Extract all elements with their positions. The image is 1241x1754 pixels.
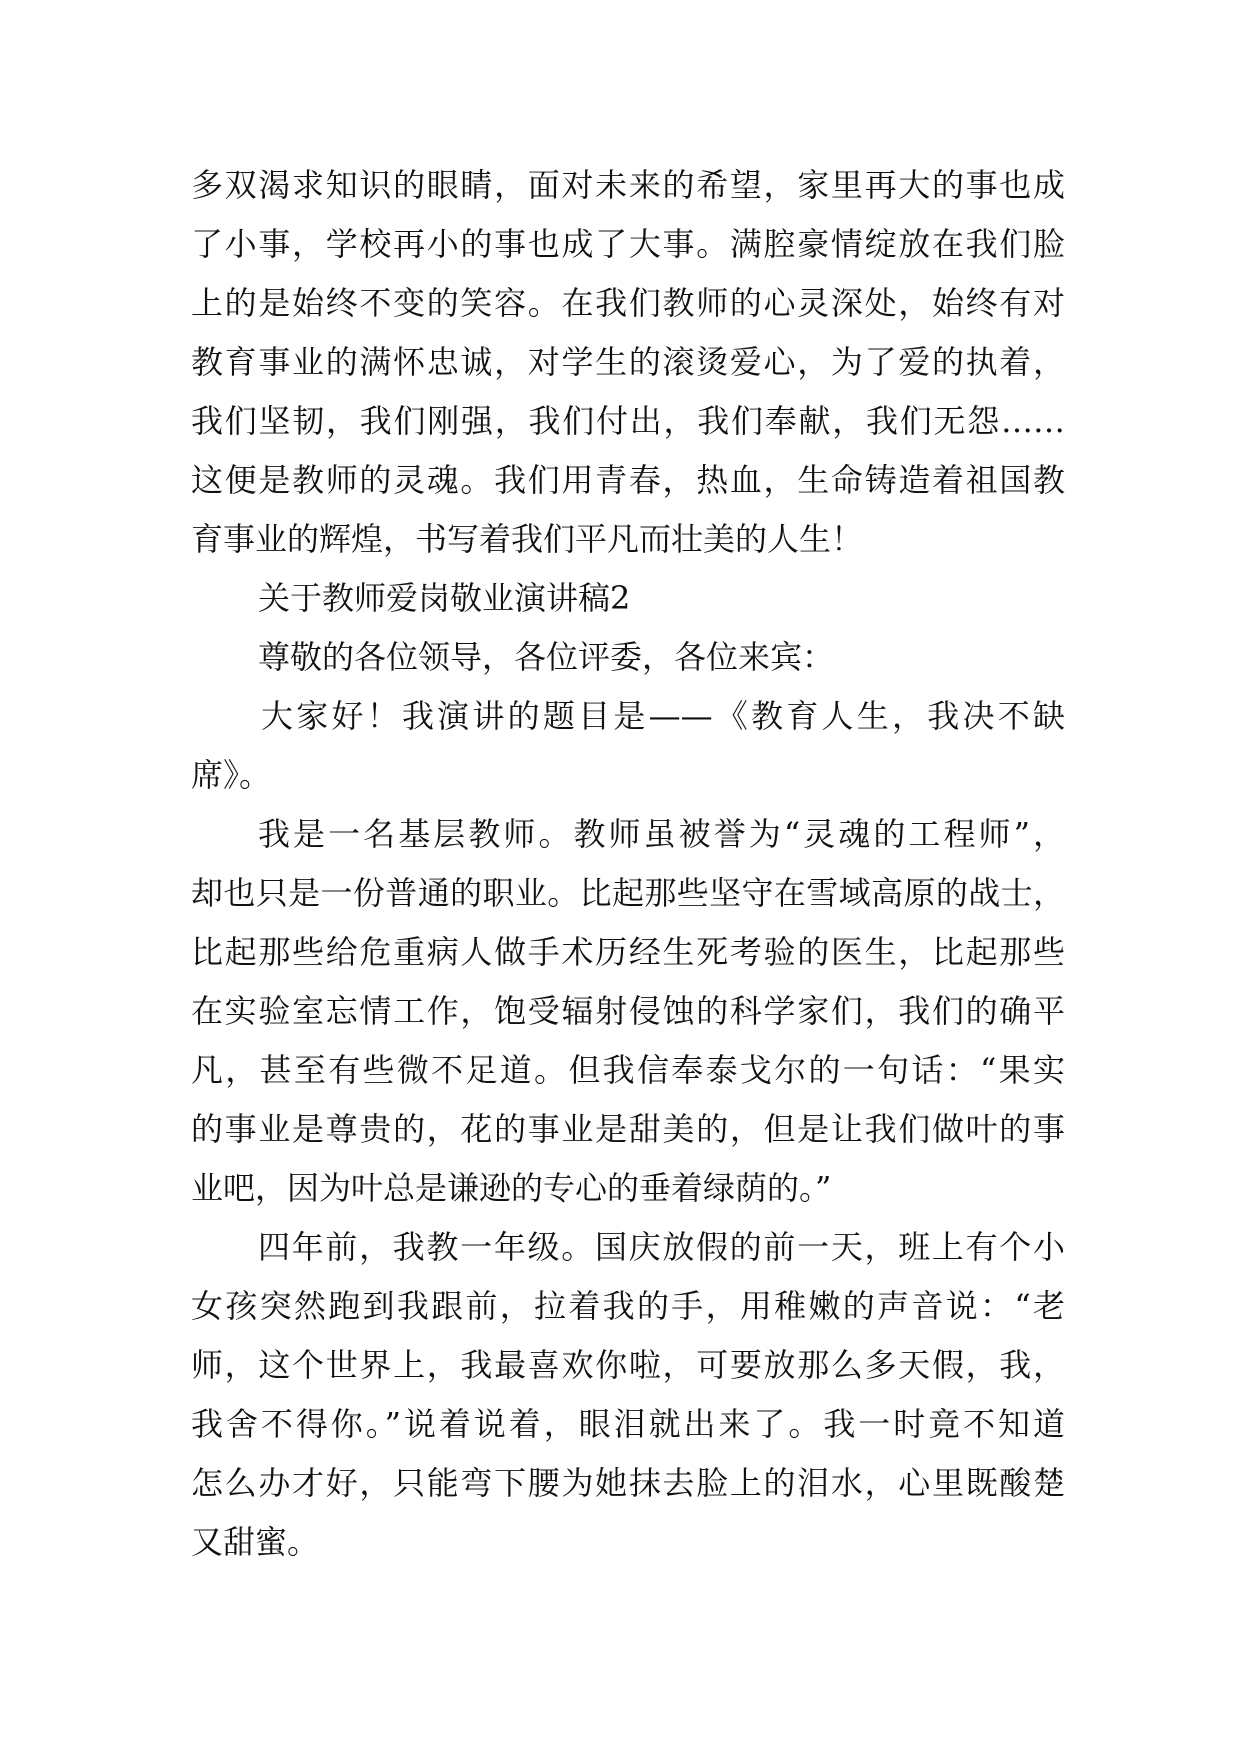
speech-title [191, 569, 1065, 628]
text-line: 却也只是一份普通的职业。比起那些坚守在雪域高原的战士， [191, 874, 1065, 912]
text-line: 大家好！我演讲的题目是——《教育人生，我决不缺 [261, 697, 1065, 735]
text-line: 四年前，我教一年级。国庆放假的前一天，班上有个小 [258, 1228, 1065, 1266]
paragraph [191, 805, 1065, 1218]
text-line: 育事业的辉煌，书写着我们平凡而壮美的人生！ [191, 520, 864, 558]
text-line: 关于教师爱岗敬业演讲稿2 [258, 579, 631, 617]
opening-paragraph [191, 687, 1065, 805]
paragraph [191, 1218, 1065, 1572]
document-body [191, 156, 1065, 1572]
text-line: 席》。 [191, 756, 272, 794]
paragraph [191, 156, 1065, 569]
text-line: 上的是始终不变的笑容。在我们教师的心灵深处，始终有对 [191, 284, 1065, 322]
text-line: 我是一名基层教师。教师虽被誉为“灵魂的工程师”， [258, 815, 1065, 853]
text-line: 比起那些给危重病人做手术历经生死考验的医生，比起那些 [191, 933, 1065, 971]
salutation [191, 628, 1065, 687]
text-line: 业吧，因为叶总是谦逊的专心的垂着绿荫的。” [191, 1169, 832, 1207]
text-line: 这便是教师的灵魂。我们用青春，热血，生命铸造着祖国教 [191, 461, 1065, 499]
text-line: 师，这个世界上，我最喜欢你啦，可要放那么多天假，我， [191, 1346, 1065, 1384]
text-line: 在实验室忘情工作，饱受辐射侵蚀的科学家们，我们的确平 [191, 992, 1065, 1030]
text-line: 的事业是尊贵的，花的事业是甜美的，但是让我们做叶的事 [191, 1110, 1065, 1148]
text-line: 我舍不得你。”说着说着，眼泪就出来了。我一时竟不知道 [191, 1405, 1065, 1443]
text-line: 又甜蜜。 [191, 1523, 320, 1561]
text-line: 多双渴求知识的眼睛，面对未来的希望，家里再大的事也成 [191, 166, 1065, 204]
text-line: 凡，甚至有些微不足道。但我信奉泰戈尔的一句话：“果实 [191, 1051, 1065, 1089]
text-line: 怎么办才好，只能弯下腰为她抹去脸上的泪水，心里既酸楚 [191, 1464, 1065, 1502]
text-line: 了小事，学校再小的事也成了大事。满腔豪情绽放在我们脸 [191, 225, 1065, 263]
text-line: 女孩突然跑到我跟前，拉着我的手，用稚嫩的声音说：“老 [191, 1287, 1065, 1325]
text-line: 教育事业的满怀忠诚，对学生的滚烫爱心，为了爱的执着， [191, 343, 1065, 381]
text-line: 尊敬的各位领导，各位评委，各位来宾： [258, 638, 835, 676]
text-line: 我们坚韧，我们刚强，我们付出，我们奉献，我们无怨…… [191, 402, 1065, 440]
